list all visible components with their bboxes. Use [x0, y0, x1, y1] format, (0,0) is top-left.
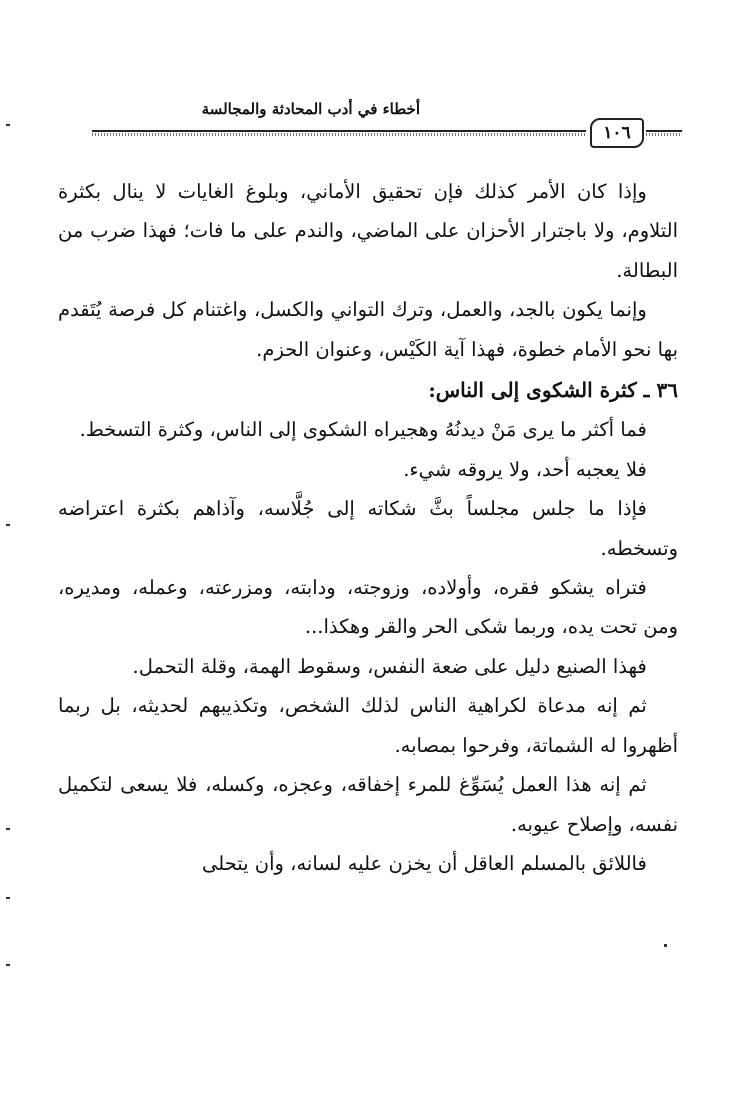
paragraph: ثم إنه مدعاة لكراهية الناس لذلك الشخص، وتكذيبهم لحديثه، بل ربما أظهروا له الشماتة، وفرحوا بمصابه. — [58, 694, 678, 757]
margin-speck — [6, 524, 10, 526]
header-rule-right-hatch — [646, 133, 682, 136]
paragraph: فلا يعجبه أحد، ولا يروقه شيء. — [403, 457, 647, 481]
section-heading: ٣٦ ـ كثرة الشكوى إلى الناس: — [428, 378, 678, 403]
paragraph: فإذا ما جلس مجلساً بثَّ شكاته إلى جُلَّاسه، وآذاهم بكثرة اعتراضه وتسخطه. — [58, 497, 678, 560]
paragraph: ثم إنه هذا العمل يُسَوِّغ للمرء إخفاقه، وعجزه، وكسله، فلا يسعى لتكميل نفسه، وإصلاح عيوبه. — [58, 773, 678, 836]
margin-speck — [664, 944, 667, 947]
header-rule — [92, 130, 586, 132]
margin-speck — [6, 124, 10, 126]
paragraph: وإذا كان الأمر كذلك فإن تحقيق الأماني، وبلوغ الغايات لا ينال بكثرة التلاوم، ولا باجترار الأحزان على الماضي، والندم على ما فات؛ فهذا ضرب من البطالة. — [58, 180, 678, 282]
body-text — [58, 172, 678, 883]
paragraph: فتراه يشكو فقره، وأولاده، وزوجته، ودابته، ومزرعته، وعمله، ومديره، ومن تحت يده، وربما شكى الحر والقر وهكذا... — [58, 576, 678, 639]
page-number: ١٠٦ — [590, 118, 644, 148]
margin-speck — [6, 964, 10, 966]
paragraph: فاللائق بالمسلم العاقل أن يخزن عليه لسانه، وأن يتحلى — [202, 851, 647, 875]
paragraph: فما أكثر ما يرى مَنْ ديدنُهُ وهجيراه الشكوى إلى الناس، وكثرة التسخط. — [79, 418, 647, 442]
paragraph: وإنما يكون بالجد، والعمل، وترك التواني والكسل، واغتنام كل فرصة يُتَقدم بها نحو الأمام خطوة، فهذا آية الكَيْس، وعنوان الحزم. — [58, 298, 678, 361]
paragraph: فهذا الصنيع دليل على ضعة النفس، وسقوط الهمة، وقلة التحمل. — [132, 654, 647, 678]
header-rule-hatch — [92, 133, 586, 136]
running-header — [92, 96, 682, 154]
margin-speck — [6, 897, 10, 899]
header-title: أخطاء في أدب المحادثة والمجالسة — [201, 100, 420, 118]
margin-speck — [6, 828, 10, 830]
header-rule-right — [646, 130, 682, 132]
